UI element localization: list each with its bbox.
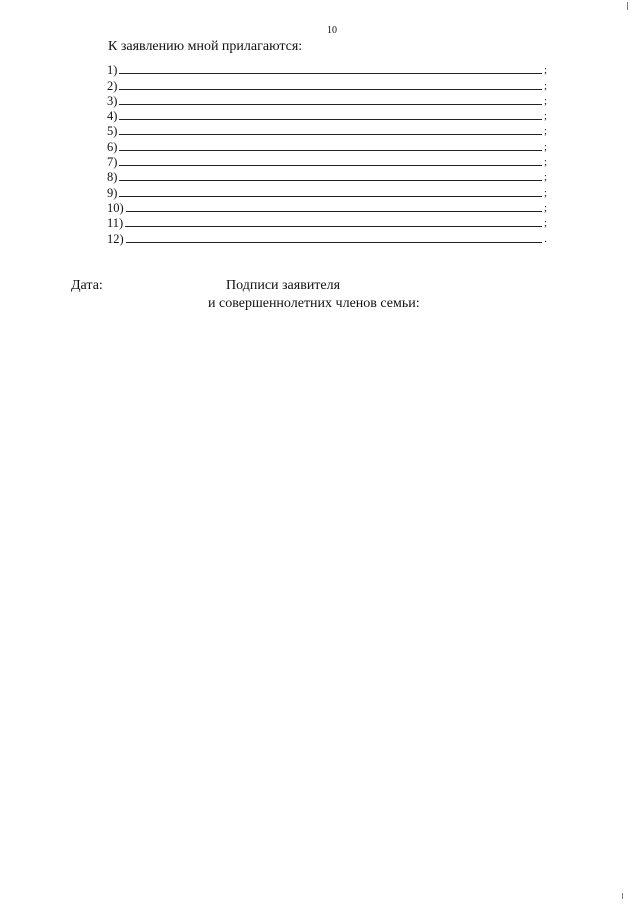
signature-subheading: и совершеннолетних членов семьи: bbox=[208, 296, 420, 311]
date-label: Дата: bbox=[71, 278, 103, 293]
attachment-number: 7) bbox=[107, 155, 118, 170]
scan-mark bbox=[622, 893, 623, 899]
attachment-end-mark: ; bbox=[543, 171, 547, 184]
attachment-blank-line bbox=[119, 89, 542, 90]
attachment-end-mark: ; bbox=[543, 186, 547, 199]
attachment-number: 6) bbox=[107, 139, 118, 154]
attachment-blank-line bbox=[119, 150, 542, 151]
attachment-end-mark: ; bbox=[543, 140, 547, 153]
attachment-blank-line bbox=[119, 165, 542, 166]
attachments-intro: К заявлению мной прилагаются: bbox=[108, 39, 303, 54]
attachment-number: 2) bbox=[107, 78, 118, 93]
attachment-end-mark: ; bbox=[543, 201, 547, 214]
attachment-blank-line bbox=[119, 104, 542, 105]
attachment-number: 4) bbox=[107, 109, 118, 124]
attachment-row bbox=[107, 62, 547, 77]
attachment-blank-line bbox=[119, 196, 542, 197]
signature-heading: Подписи заявителя bbox=[226, 278, 341, 293]
attachment-row bbox=[107, 230, 547, 245]
attachment-end-mark: . bbox=[544, 232, 547, 245]
attachment-number: 10) bbox=[107, 200, 124, 215]
attachment-row bbox=[107, 169, 547, 184]
attachment-number: 12) bbox=[107, 231, 124, 246]
attachment-end-mark: ; bbox=[543, 217, 547, 230]
attachment-number: 3) bbox=[107, 93, 118, 108]
attachment-end-mark: ; bbox=[543, 125, 547, 138]
attachment-row bbox=[107, 123, 547, 138]
attachment-blank-line bbox=[119, 134, 542, 135]
attachment-blank-line bbox=[119, 180, 542, 181]
attachment-row bbox=[107, 215, 547, 230]
attachment-blank-line bbox=[119, 73, 542, 74]
attachment-row bbox=[107, 138, 547, 153]
attachment-end-mark: ; bbox=[543, 64, 547, 77]
scan-mark bbox=[627, 2, 628, 10]
attachment-number: 1) bbox=[107, 63, 118, 78]
attachment-row bbox=[107, 154, 547, 169]
attachment-row bbox=[107, 77, 547, 92]
attachment-end-mark: ; bbox=[543, 94, 547, 107]
attachment-blank-line bbox=[119, 119, 542, 120]
attachment-blank-line bbox=[126, 211, 542, 212]
attachment-number: 8) bbox=[107, 170, 118, 185]
attachment-end-mark: ; bbox=[543, 110, 547, 123]
attachment-number: 5) bbox=[107, 124, 118, 139]
attachment-number: 11) bbox=[107, 216, 124, 231]
attachment-row bbox=[107, 200, 547, 215]
attachment-blank-line bbox=[126, 242, 543, 243]
attachment-row bbox=[107, 93, 547, 108]
page-number: 10 bbox=[327, 25, 337, 36]
attachment-blank-line bbox=[125, 226, 542, 227]
attachments-list bbox=[107, 62, 547, 246]
attachment-number: 9) bbox=[107, 185, 118, 200]
attachment-row bbox=[107, 108, 547, 123]
attachment-end-mark: ; bbox=[543, 79, 547, 92]
attachment-end-mark: ; bbox=[543, 156, 547, 169]
attachment-row bbox=[107, 184, 547, 199]
